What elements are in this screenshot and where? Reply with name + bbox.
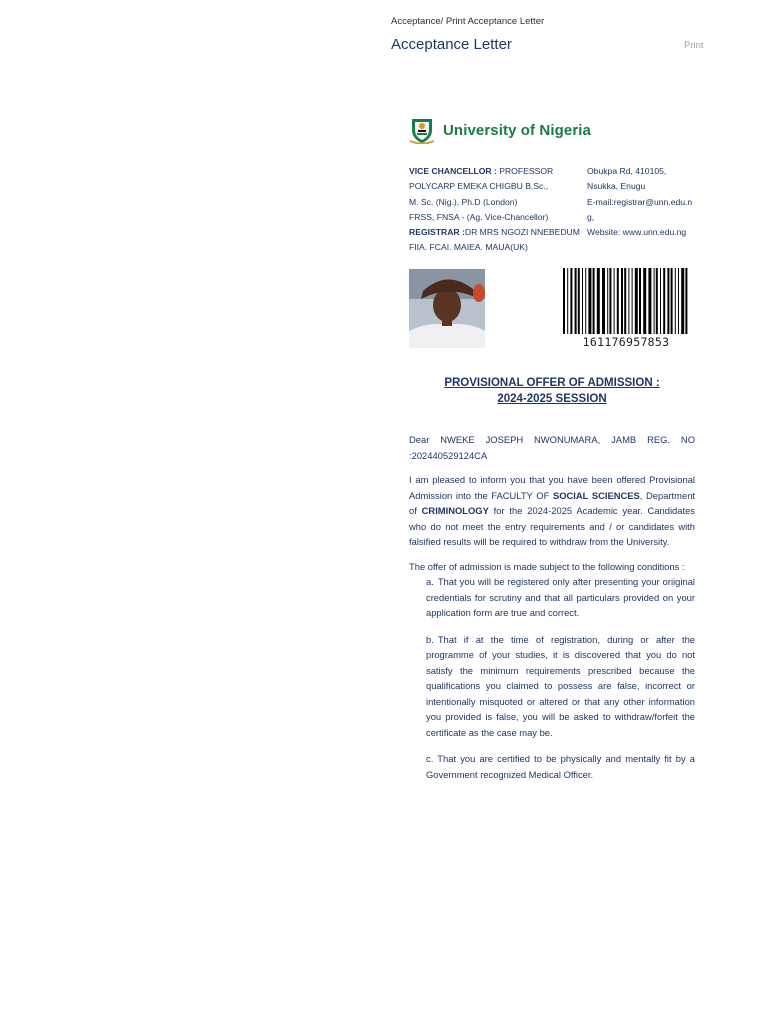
condition-text: That you are certified to be physically and mentally fit by a Government recognized Medical Officer. — [426, 753, 695, 780]
condition-text: That you will be registered only after presenting your oriiginal credentials for scrutiny and that all particulars provided on your application form are true and correct. — [426, 576, 695, 618]
officers-block — [409, 164, 581, 256]
condition-item — [426, 632, 695, 741]
letter-body — [409, 432, 695, 793]
condition-text: That if at the time of registration, during or after the programme of your studies, it is discovered that you do not satisfy the minimum requirements prescribed because the qualifications you claimed to possess are false, incorrect or intentionally misquoted or altered or that any other information you provided is false, you will be asked to withdraw/forfeit the certificate as the case may be. — [426, 633, 695, 738]
candidate-photo — [409, 269, 485, 348]
condition-label: c. — [426, 753, 434, 764]
university-crest-icon — [409, 116, 435, 144]
p1-text-b: , Department of — [409, 489, 696, 516]
faculty-name: SOCIAL SCIENCES — [552, 489, 640, 501]
department-name: CRIMINOLOGY — [421, 505, 489, 516]
print-button[interactable]: Print — [684, 40, 704, 51]
address-line-2: Nsukka, Enugu — [587, 181, 646, 192]
breadcrumb: Acceptance/ Print Acceptance Letter — [391, 16, 545, 27]
vc-fellowships: FRSS, FNSA - (Ag. Vice-Chancellor) — [409, 211, 549, 222]
registrar-name: DR MRS NGOZI NNEBEDUM FIIA. FCAI. MAIEA. MAUA(UK) — [409, 227, 580, 253]
barcode-bars — [561, 268, 689, 334]
p1-text-c: for the 2024-2025 Academic year. Candidates who do not meet the entry requirements and / or candidates with falsified results will be required to withdraw from the University. — [409, 505, 695, 547]
contact-block — [587, 164, 697, 240]
p1-text-a: I am pleased to inform you that you have been offered Provisional Admission into the FACULTY OF — [409, 474, 695, 501]
vc-label: VICE CHANCELLOR : — [409, 166, 497, 176]
university-name: University of Nigeria — [443, 121, 591, 139]
condition-label: a. — [426, 576, 434, 587]
offer-title — [409, 375, 695, 407]
barcode — [561, 268, 691, 349]
conditions-list — [409, 574, 695, 782]
registrar-label: REGISTRAR : — [409, 227, 465, 238]
condition-label: b. — [426, 633, 434, 645]
vc-degrees: M. Sc. (Nig.), Ph.D (London) — [409, 196, 518, 207]
offer-title-line-2: 2024-2025 SESSION — [497, 393, 607, 405]
acceptance-letter — [409, 112, 696, 780]
registrar-line — [409, 225, 581, 256]
condition-item — [426, 574, 695, 621]
condition-item — [426, 751, 695, 782]
vc-name: PROFESSOR POLYCARP EMEKA CHIGBU B.Sc., — [409, 166, 554, 192]
letterhead-logo-row — [409, 112, 695, 148]
email-line: E-mail:registrar@unn.edu.ng, — [587, 196, 693, 222]
offer-title-line-1: PROVISIONAL OFFER OF ADMISSION : — [444, 377, 660, 389]
barcode-number: 161176957853 — [582, 335, 670, 349]
page-title: Acceptance Letter — [391, 36, 512, 53]
address-line-1: Obukpa Rd, 410105, — [587, 166, 667, 176]
conditions-intro: The offer of admission is made subject to the following conditions : — [409, 560, 685, 572]
admission-paragraph — [409, 472, 695, 550]
salutation: Dear NWEKE JOSEPH NWONUMARA, JAMB REG. NO :202440529124CA — [409, 434, 695, 461]
vice-chancellor-line — [409, 164, 581, 195]
website-line: Website: www.unn.edu.ng — [587, 227, 687, 238]
